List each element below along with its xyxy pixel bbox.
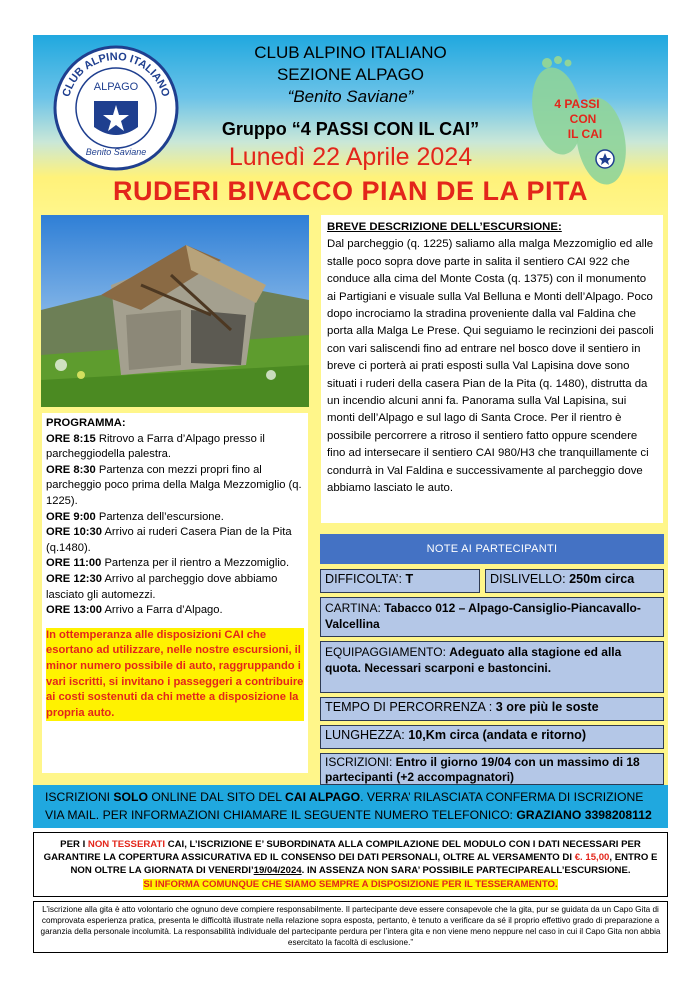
difficulty-box: DIFFICOLTA’: T [320,569,480,593]
program-item: ORE 11:00 Partenza per il rientro a Mezzomiglio. [46,557,290,570]
carpool-note: In ottemperanza alle disposizioni CAI che esortano ad utilizzare, nelle nostre escursioni, il minor numero possibile di auto, raggruppando i vari iscritti, si invitano i passeggeri a contribuire ai costi sostenuti da chi mette a disposizione la propria auto. [46,628,304,722]
svg-text:ALPAGO: ALPAGO [93,81,139,93]
membership-note: SI INFORMA COMUNQUE CHE SIAMO SEMPRE A DISPOSIZIONE PER IL TESSERAMENTO. [143,878,558,890]
program-title: PROGRAMMA: [46,417,126,429]
program-box [42,413,308,773]
program-item: ORE 8:15 Ritrovo a Farra d’Alpago presso il parcheggiodella palestra. [46,432,265,461]
signup-box: ISCRIZIONI: Entro il giorno 19/04 con un massimo di 18 partecipanti (+2 accompagnatori) [320,753,664,785]
length-box: LUNGHEZZA: 10,Km circa (andata e ritorno) [320,725,664,749]
group-name: Gruppo “4 PASSI CON IL CAI” [221,119,480,139]
insurance-notice: PER I NON TESSERATI CAI, L’ISCRIZIONE E’ SUBORDINATA ALLA COMPILAZIONE DEL MODULO CON I DATI NECESSARI PER GARANTIRE LA COPERTURA ASSICURATIVA ED IL CONSENSO DEI DATI PERSONALI, OLTRE AL VERSAMENTO DI €. 15,00, ENTRO E NON OLTRE LA GIORNATA DI VENERDI’19/04/2024. IN ASSENZA NON SARA’ POSSIBILE PARTECIPAREALL’ESCURSIONE. SI INFORMA COMUNQUE CHE SIAMO SEMPRE A DISPOSIZIONE PER IL TESSERAMENTO. [33,832,668,897]
club-name: CLUB ALPINO ITALIANO [254,43,447,62]
ruin-photo [41,215,309,407]
program-item: ORE 12:30 Arrivo al parcheggio dove abbiamo lasciato gli automezzi. [46,572,278,601]
program-item: ORE 9:00 Partenza dell’escursione. [46,510,224,523]
program-item: ORE 13:00 Arrivo a Farra d’Alpago. [46,604,223,617]
svg-text:IL CAI: IL CAI [567,127,603,141]
equipment-box: EQUIPAGGIAMENTO: Adeguato alla stagione ed alla quota. Necessari scarponi e bastoncini. [320,641,664,693]
description-box [321,215,663,523]
description-title: BREVE DESCRIZIONE DELL’ESCURSIONE: [327,221,562,233]
program-item: ORE 8:30 Partenza con mezzi propri fino al parcheggio poco prima della Malga Mezzomiglio (q. 1225). [46,463,302,507]
program-list [46,432,304,619]
svg-text:4 PASSI: 4 PASSI [554,97,600,111]
notes-header: NOTE AI PARTECIPANTI [320,534,664,564]
svg-text:Benito Saviane: Benito Saviane [85,147,147,157]
section-name: SEZIONE ALPAGO [276,65,425,84]
disclaimer: L’iscrizione alla gita è atto volontario che ognuno deve compiere responsabilmente. Il partecipante deve essere consapevole che la gita, pur se guidata da un Capo Gita di comprovata esperienza pratica, presenta le difficoltà illustrate nella relazione sopra esposta, pertanto, è tenuto a verificare da sé il proprio effettivo grado di preparazione a garanzia della personale incolumità. La responsabilità individuale del partecipante perdura per l’intera gita e non viene meno neppure nel caso in cui il Capo Gita non abbia esercitato la facoltà di esclusione.” [33,901,668,953]
duration-box: TEMPO DI PERCORRENZA : 3 ore più le soste [320,697,664,721]
svg-text:CON: CON [569,112,597,126]
content-area [33,213,668,785]
elevation-box: DISLIVELLO: 250m circa [485,569,664,593]
event-title: RUDERI BIVACCO PIAN DE LA PITA [112,176,588,206]
footprints-logo [525,51,635,201]
flyer [33,35,668,953]
registration-info: ISCRIZIONI SOLO ONLINE DAL SITO DEL CAI ALPAGO. VERRA’ RILASCIATA CONFERMA DI ISCRIZIONE VIA MAIL. PER INFORMAZIONI CHIAMARE IL SEGUENTE NUMERO TELEFONICO: GRAZIANO 3398208112 [33,785,668,828]
map-box: CARTINA: Tabacco 012 – Alpago-Cansiglio-Piancavallo-Valcellina [320,597,664,637]
program-item: ORE 10:30 Arrivo ai ruderi Casera Pian de la Pita (q.1480). [46,526,292,554]
svg-text:CLUB ALPINO ITALIANO: CLUB ALPINO ITALIANO [60,50,172,99]
description-text: Dal parcheggio (q. 1225) saliamo alla malga Mezzomiglio ed alle stalle poco sopra dove parte in salita il sentiero CAI 922 che conduce alla cima del Monte Costa (q. 1375) con il monumento ai Partigiani e visuale sulla Val Belluna e Monti dell’Alpago. Poco dopo incrociamo la stradina proveniente dalla val Faldina che porta alla Malga Le Prese. Qui seguiamo le recinzioni dei pascoli con vari saliscendi fino ad entrare nel bosco dove il sentiero in breve ci porterà ai prati esposti sulla Val Lapisina dove sono situati i ruderi della casera Pian de la Pita (q. 1480), distrutta da un incendio alcuni anni fa. Panorama sulla Val Lapisina, sui monti dell’Alpago e sul lago di Santa Croce. Per il rientro è possibile percorrere a ritroso il sentiero fatto oppure scendere fino ad intersecare il sentiero CAI 980/H3 che tranquillamente ci condurrà in Val Faldina e successivamente al parcheggio dove abbiamo lasciato le auto. [327,238,654,495]
header [33,35,668,213]
event-date: Lunedì 22 Aprile 2024 [228,143,473,171]
section-dedication: “Benito Saviane” [287,87,414,106]
